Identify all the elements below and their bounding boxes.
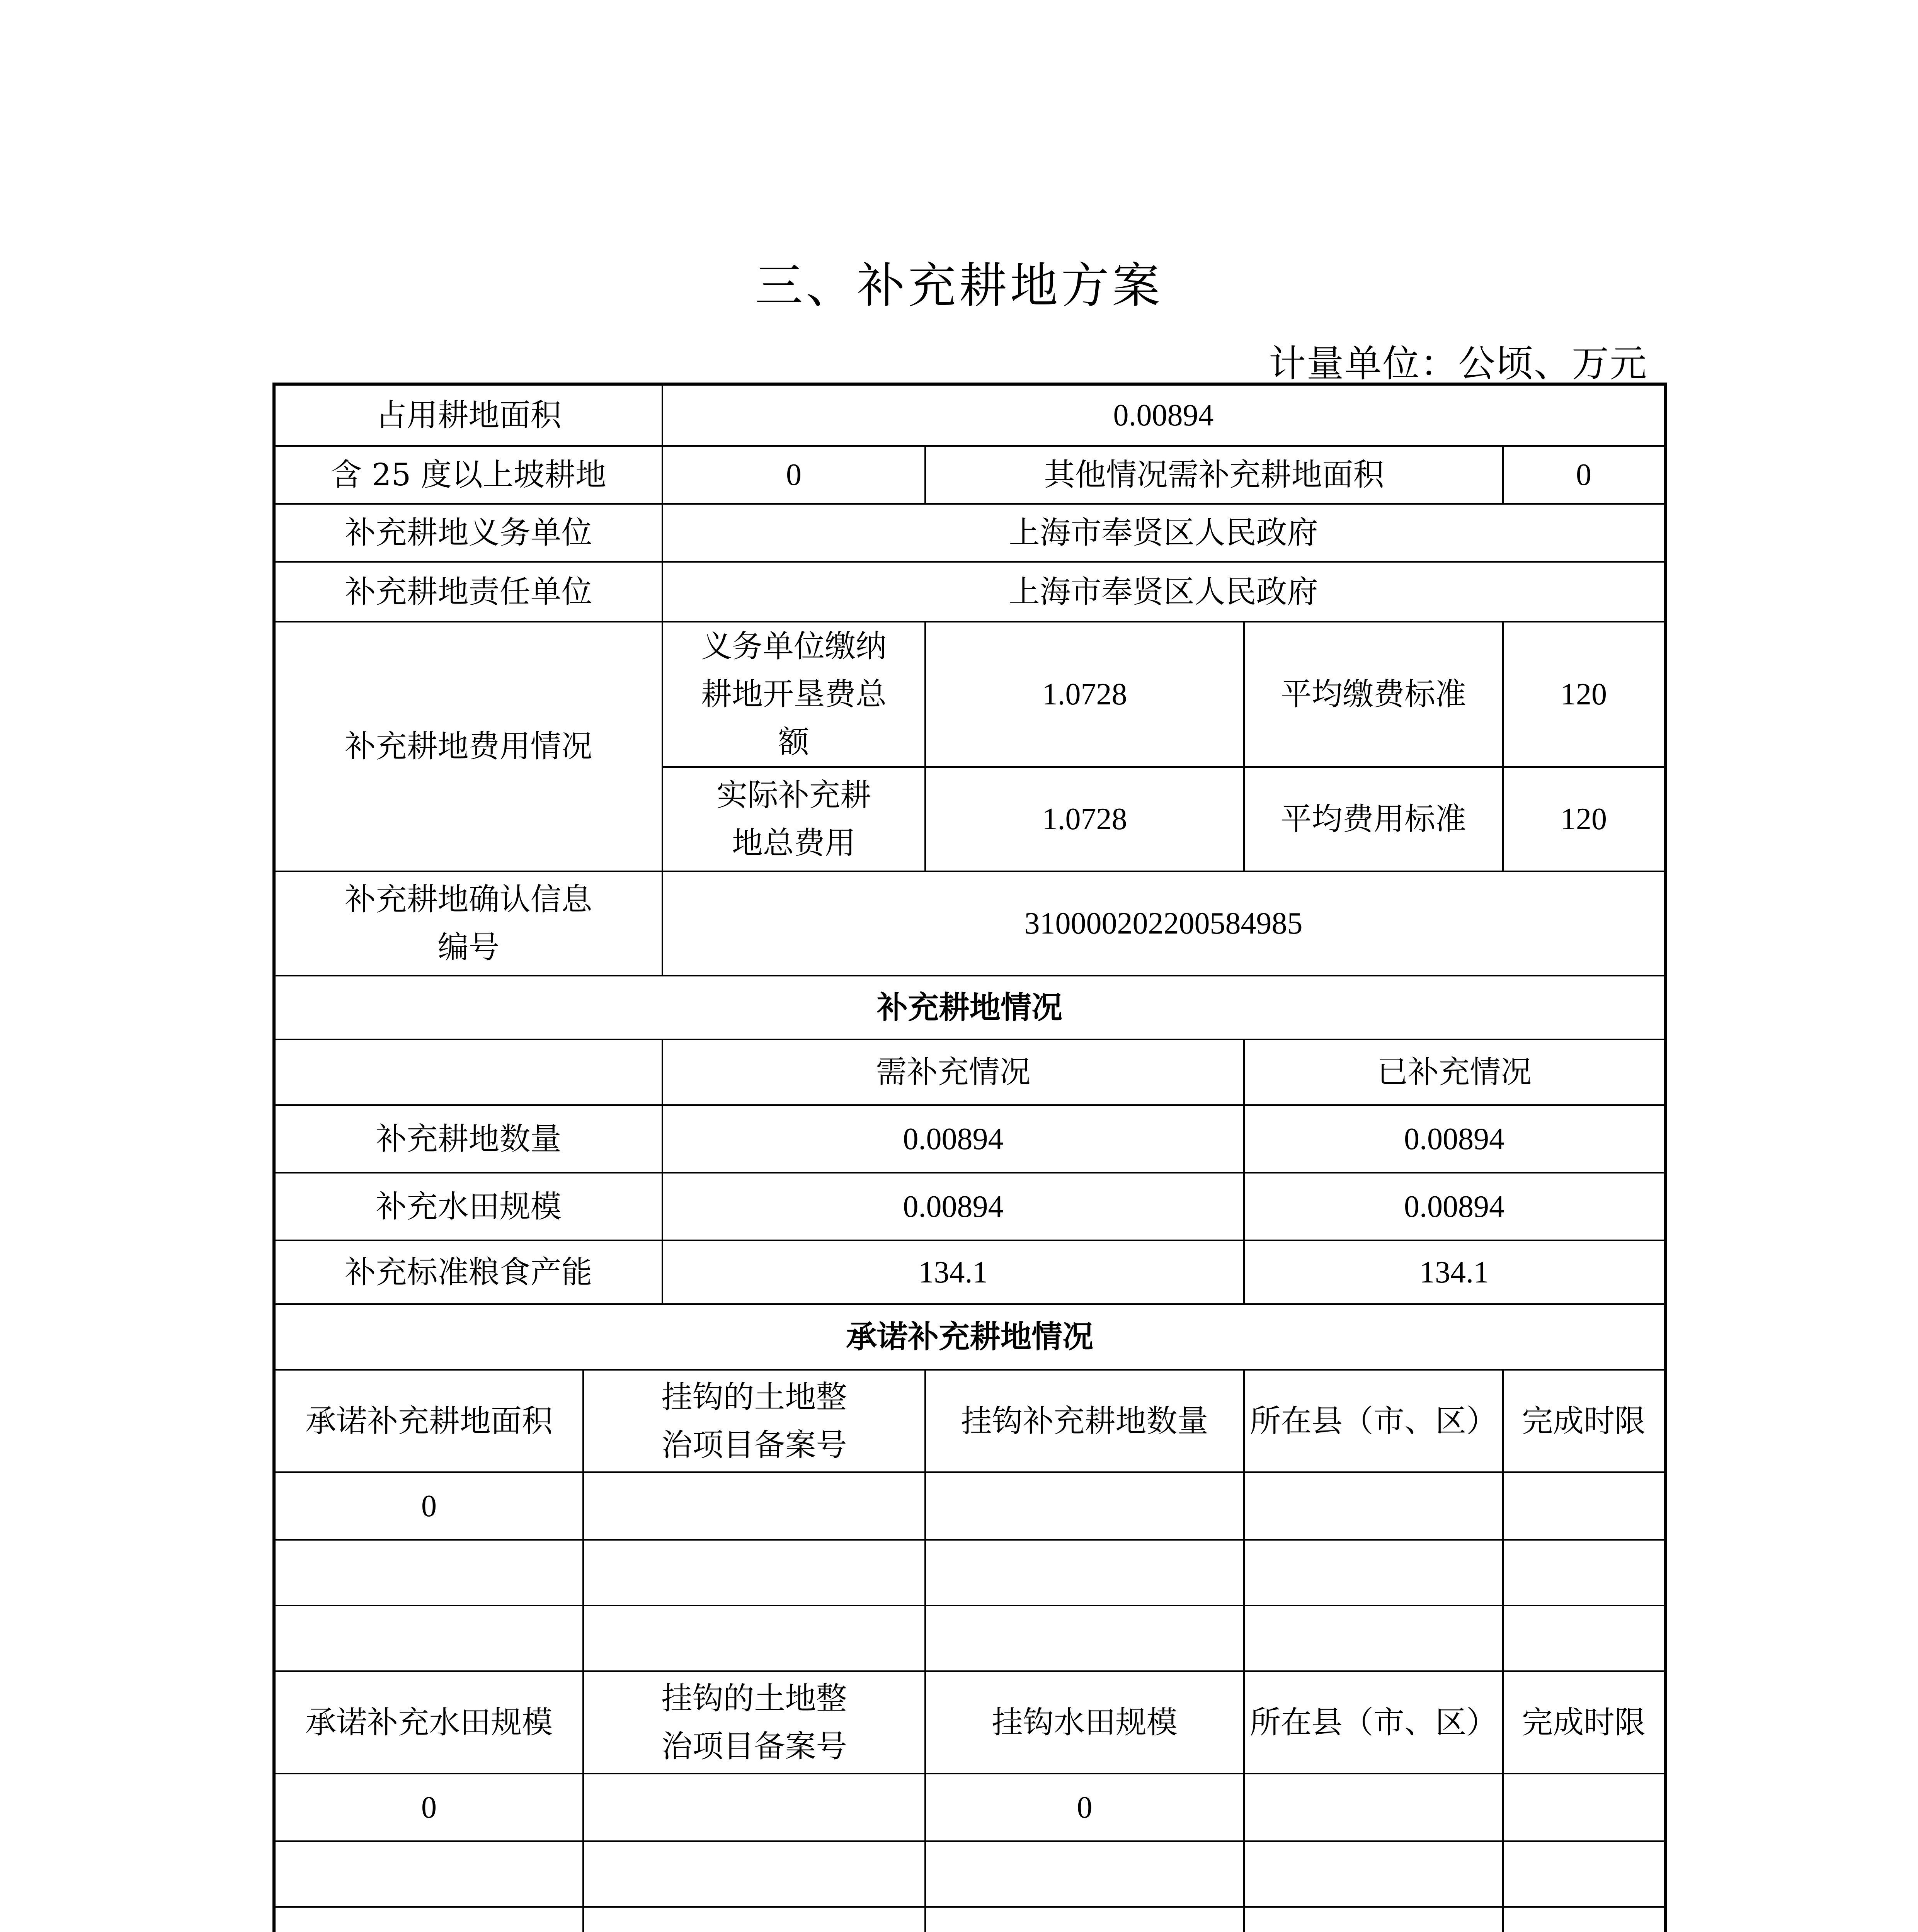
- empty-cell: [925, 1540, 1244, 1605]
- other-area-value: 0: [1503, 446, 1665, 504]
- paid-value: 1.0728: [925, 622, 1244, 767]
- table-row: [274, 1370, 1665, 1472]
- obligation-unit-label: 补充耕地义务单位: [274, 504, 662, 562]
- occupied-label: 占用耕地面积: [274, 384, 662, 446]
- empty-cell: [1244, 1605, 1503, 1671]
- table-row: [274, 1841, 1665, 1907]
- slope-value: 0: [662, 446, 925, 504]
- table-row: [274, 1105, 1665, 1173]
- project-no-text: 挂钩的土地整治项目备案号: [661, 1379, 847, 1463]
- responsible-unit-value: 上海市奉贤区人民政府: [662, 562, 1665, 622]
- supplement-row-label: 补充水田规模: [274, 1173, 662, 1240]
- promise-area-value: 0: [274, 1472, 583, 1540]
- table-row: [274, 1605, 1665, 1671]
- empty-cell: [1503, 1907, 1665, 1932]
- col-need: 需补充情况: [662, 1039, 1244, 1105]
- project-no-header: [583, 1671, 925, 1774]
- promise-paddy-hook-value: 0: [925, 1774, 1244, 1841]
- project-no-header: [583, 1370, 925, 1472]
- empty-cell: [1244, 1907, 1503, 1932]
- table-row: [274, 1907, 1665, 1932]
- table-row: [274, 1173, 1665, 1240]
- land-supplement-table: [272, 383, 1667, 1932]
- supplement-row-need: 134.1: [662, 1240, 1244, 1304]
- promise-header: 承诺补充耕地情况: [274, 1304, 1665, 1370]
- supplement-empty-cell: [274, 1039, 662, 1105]
- table-row: [274, 1540, 1665, 1605]
- table-row: [274, 976, 1665, 1039]
- table-row: [274, 384, 1665, 446]
- empty-cell: [274, 1540, 583, 1605]
- promise-paddy-col3: 挂钩水田规模: [925, 1671, 1244, 1774]
- empty-cell: [274, 1841, 583, 1907]
- table-row: [274, 1240, 1665, 1304]
- empty-cell: [1244, 1841, 1503, 1907]
- promise-area-col1: 承诺补充耕地面积: [274, 1370, 583, 1472]
- cost-label: 补充耕地费用情况: [274, 622, 662, 871]
- supplement-row-label: 补充标准粮食产能: [274, 1240, 662, 1304]
- empty-cell: [925, 1841, 1244, 1907]
- table-row: [274, 1671, 1665, 1774]
- occupied-value: 0.00894: [662, 384, 1665, 446]
- supplement-header: 补充耕地情况: [274, 976, 1665, 1039]
- avg-cost-label: 平均费用标准: [1244, 767, 1503, 871]
- promise-area-hook-value: [925, 1472, 1244, 1540]
- responsible-unit-label: 补充耕地责任单位: [274, 562, 662, 622]
- supplement-row-done: 0.00894: [1244, 1105, 1665, 1173]
- table-row: [274, 1039, 1665, 1105]
- empty-cell: [1503, 1540, 1665, 1605]
- promise-paddy-col1: 承诺补充水田规模: [274, 1671, 583, 1774]
- table-row: [274, 1472, 1665, 1540]
- avg-pay-label: 平均缴费标准: [1244, 622, 1503, 767]
- empty-cell: [1503, 1774, 1665, 1841]
- avg-pay-value: 120: [1503, 622, 1665, 767]
- page-title: 三、补充耕地方案: [755, 258, 1163, 314]
- empty-cell: [583, 1472, 925, 1540]
- promise-paddy-value: 0: [274, 1774, 583, 1841]
- empty-cell: [1244, 1540, 1503, 1605]
- avg-cost-value: 120: [1503, 767, 1665, 871]
- actual-cost-label: [662, 767, 925, 871]
- empty-cell: [583, 1907, 925, 1932]
- empty-cell: [274, 1907, 583, 1932]
- table-row: [274, 504, 1665, 562]
- deadline-header: 完成时限: [1503, 1671, 1665, 1774]
- empty-cell: [583, 1605, 925, 1671]
- col-done: 已补充情况: [1244, 1039, 1665, 1105]
- confirm-label-text: 补充耕地确认信息编号: [345, 881, 592, 965]
- supplement-row-label: 补充耕地数量: [274, 1105, 662, 1173]
- other-area-label: 其他情况需补充耕地面积: [925, 446, 1503, 504]
- empty-cell: [583, 1841, 925, 1907]
- supplement-row-done: 134.1: [1244, 1240, 1665, 1304]
- table-row: [274, 871, 1665, 976]
- county-header: 所在县（市、区）: [1244, 1370, 1503, 1472]
- confirm-label: [274, 871, 662, 976]
- empty-cell: [1503, 1841, 1665, 1907]
- county-header: 所在县（市、区）: [1244, 1671, 1503, 1774]
- table-row: [274, 1774, 1665, 1841]
- empty-cell: [1244, 1472, 1503, 1540]
- unit-label: 计量单位：公顷、万元: [1269, 342, 1647, 385]
- table-row: [274, 562, 1665, 622]
- table-row: [274, 1304, 1665, 1370]
- slope-label: 含 25 度以上坡耕地: [274, 446, 662, 504]
- empty-cell: [1244, 1774, 1503, 1841]
- paid-label-text: 义务单位缴纳耕地开垦费总额: [701, 628, 887, 760]
- empty-cell: [583, 1540, 925, 1605]
- table-row: [274, 446, 1665, 504]
- supplement-row-need: 0.00894: [662, 1105, 1244, 1173]
- empty-cell: [1503, 1605, 1665, 1671]
- empty-cell: [1503, 1472, 1665, 1540]
- empty-cell: [274, 1605, 583, 1671]
- actual-cost-label-text: 实际补充耕地总费用: [716, 777, 871, 861]
- deadline-header: 完成时限: [1503, 1370, 1665, 1472]
- obligation-unit-value: 上海市奉贤区人民政府: [662, 504, 1665, 562]
- empty-cell: [925, 1907, 1244, 1932]
- table-row: [274, 622, 1665, 767]
- empty-cell: [583, 1774, 925, 1841]
- supplement-row-done: 0.00894: [1244, 1173, 1665, 1240]
- confirm-value: 310000202200584985: [662, 871, 1665, 976]
- supplement-row-need: 0.00894: [662, 1173, 1244, 1240]
- paid-label: [662, 622, 925, 767]
- promise-area-col3: 挂钩补充耕地数量: [925, 1370, 1244, 1472]
- project-no-text: 挂钩的土地整治项目备案号: [661, 1680, 847, 1764]
- empty-cell: [925, 1605, 1244, 1671]
- actual-cost-value: 1.0728: [925, 767, 1244, 871]
